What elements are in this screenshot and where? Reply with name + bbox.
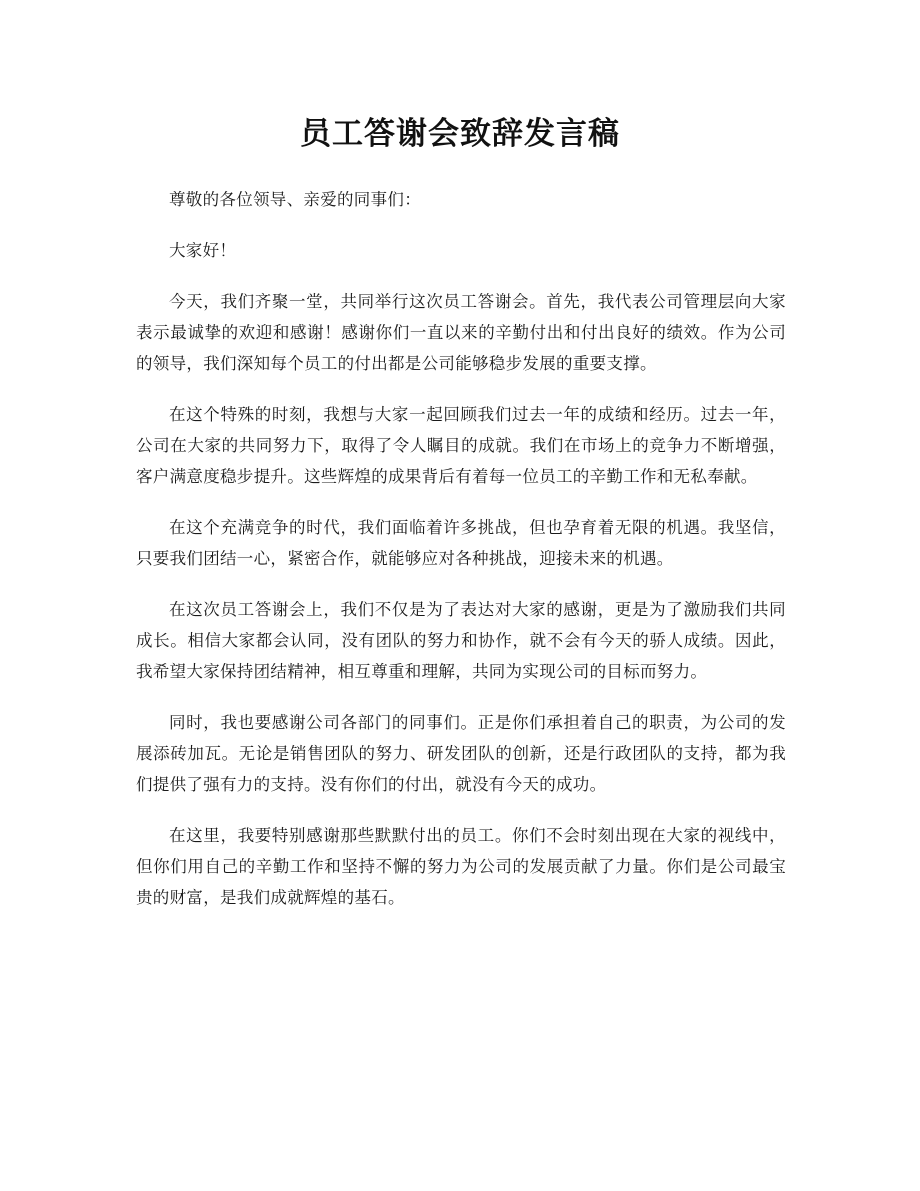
paragraph-1: 今天，我们齐聚一堂，共同举行这次员工答谢会。首先，我代表公司管理层向大家表示最诚挚的欢迎和感谢！感谢你们一直以来的辛勤付出和付出良好的绩效。作为公司的领导，我们深知每个员工的付出都是公司能够稳步发展的重要支撑。 [136, 292, 786, 373]
document-title: 员工答谢会致辞发言稿 [300, 116, 620, 152]
salutation: 尊敬的各位领导、亲爱的同事们： [169, 190, 421, 209]
greeting: 大家好！ [169, 241, 237, 260]
paragraph-2: 在这个特殊的时刻，我想与大家一起回顾我们过去一年的成绩和经历。过去一年，公司在大家的共同努力下，取得了令人瞩目的成就。我们在市场上的竞争力不断增强，客户满意度稳步提升。这些辉煌的成果背后有着每一位员工的辛勤工作和无私奉献。 [136, 405, 786, 486]
paragraph-3: 在这个充满竞争的时代，我们面临着许多挑战，但也孕育着无限的机遇。我坚信，只要我们团结一心，紧密合作，就能够应对各种挑战，迎接未来的机遇。 [136, 518, 786, 568]
paragraph-4: 在这次员工答谢会上，我们不仅是为了表达对大家的感谢，更是为了激励我们共同成长。相信大家都会认同，没有团队的努力和协作，就不会有今天的骄人成绩。因此，我希望大家保持团结精神，相互尊重和理解，共同为实现公司的目标而努力。 [136, 600, 786, 681]
document-body [136, 184, 786, 933]
paragraph-6: 在这里，我要特别感谢那些默默付出的员工。你们不会时刻出现在大家的视线中，但你们用自己的辛勤工作和坚持不懈的努力为公司的发展贡献了力量。你们是公司最宝贵的财富，是我们成就辉煌的基石。 [136, 826, 786, 907]
paragraph-5: 同时，我也要感谢公司各部门的同事们。正是你们承担着自己的职责，为公司的发展添砖加瓦。无论是销售团队的努力、研发团队的创新，还是行政团队的支持，都为我们提供了强有力的支持。没有你们的付出，就没有今天的成功。 [136, 713, 786, 794]
